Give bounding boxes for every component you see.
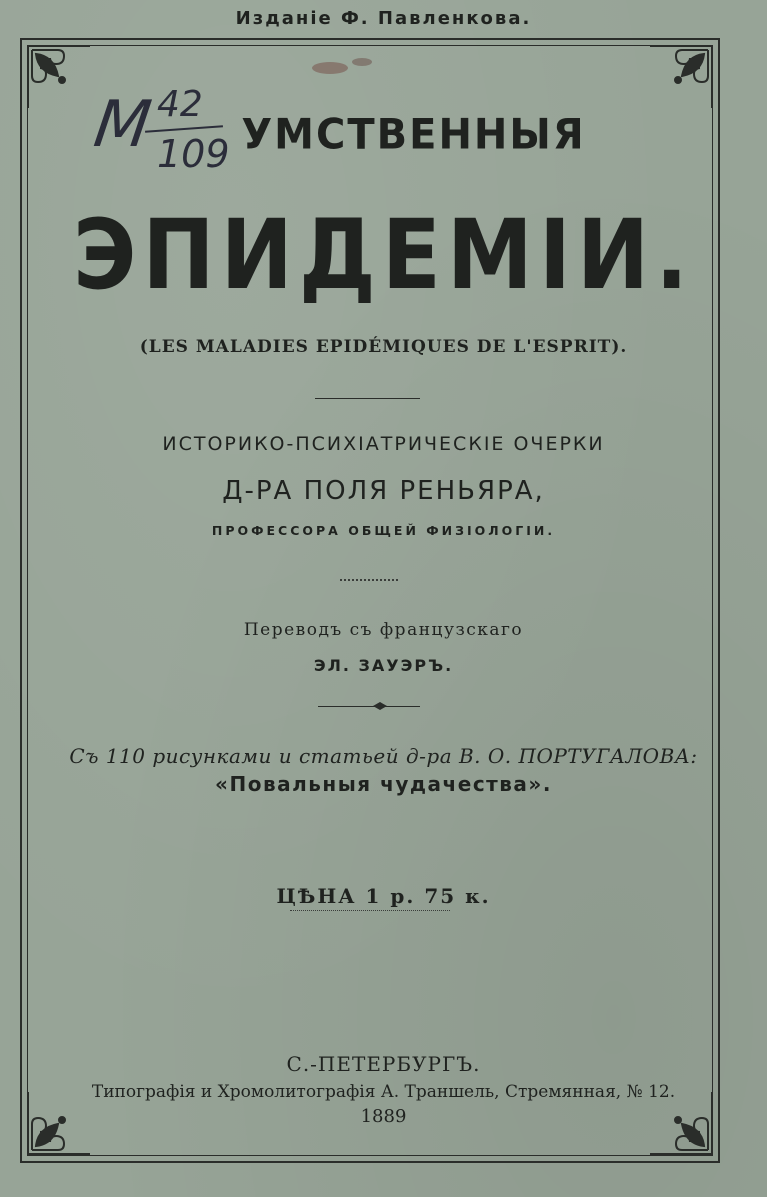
- dotted-divider: [340, 579, 398, 581]
- publisher-line: Изданіе Ф. Павленкова.: [235, 8, 532, 29]
- diamond-ornament-icon: [373, 701, 387, 711]
- title-line-2: ЭПИДЕМІИ.: [72, 199, 695, 311]
- divider-rule: [315, 398, 420, 399]
- corner-ornament-icon: [646, 42, 716, 112]
- handwritten-top-number: 42: [157, 84, 203, 125]
- imprint-printer: Типографія и Хромолитографія А. Траншель, Стремянная, № 12.: [91, 1082, 676, 1102]
- article-title: «Повальныя чудачества».: [215, 772, 552, 796]
- handwritten-bottom-number: 109: [157, 132, 230, 176]
- price-line: ЦѢНА 1 р. 75 к.: [276, 884, 491, 908]
- author-title: ПРОФЕССОРА ОБЩЕЙ ФИЗІОЛОГІИ.: [211, 523, 556, 538]
- price-underline: [290, 910, 450, 911]
- translation-line: Переводъ съ французскаго: [243, 620, 524, 640]
- illustrations-line: Съ 110 рисунками и статьей д-ра В. О. ПОРТУГАЛОВА:: [69, 744, 698, 768]
- translator-name: ЭЛ. ЗАУЭРЪ.: [313, 656, 454, 675]
- paper-stain-icon: [300, 52, 390, 82]
- essays-subtitle: ИСТОРИКО-ПСИХІАТРИЧЕСКІЕ ОЧЕРКИ: [162, 433, 605, 455]
- french-subtitle: (LES MALADIES EPIDÉMIQUES DE L'ESPRIT).: [139, 337, 628, 357]
- ornament-divider: [318, 706, 420, 707]
- corner-ornament-icon: [24, 42, 94, 112]
- imprint-city: С.-ПЕТЕРБУРГЪ.: [286, 1052, 481, 1076]
- title-line-1: УМСТВЕННЫЯ: [241, 110, 586, 160]
- handwritten-letter: M: [89, 88, 156, 162]
- author-name: Д-РА ПОЛЯ РЕНЬЯРА,: [222, 476, 545, 506]
- imprint-year: 1889: [360, 1106, 407, 1127]
